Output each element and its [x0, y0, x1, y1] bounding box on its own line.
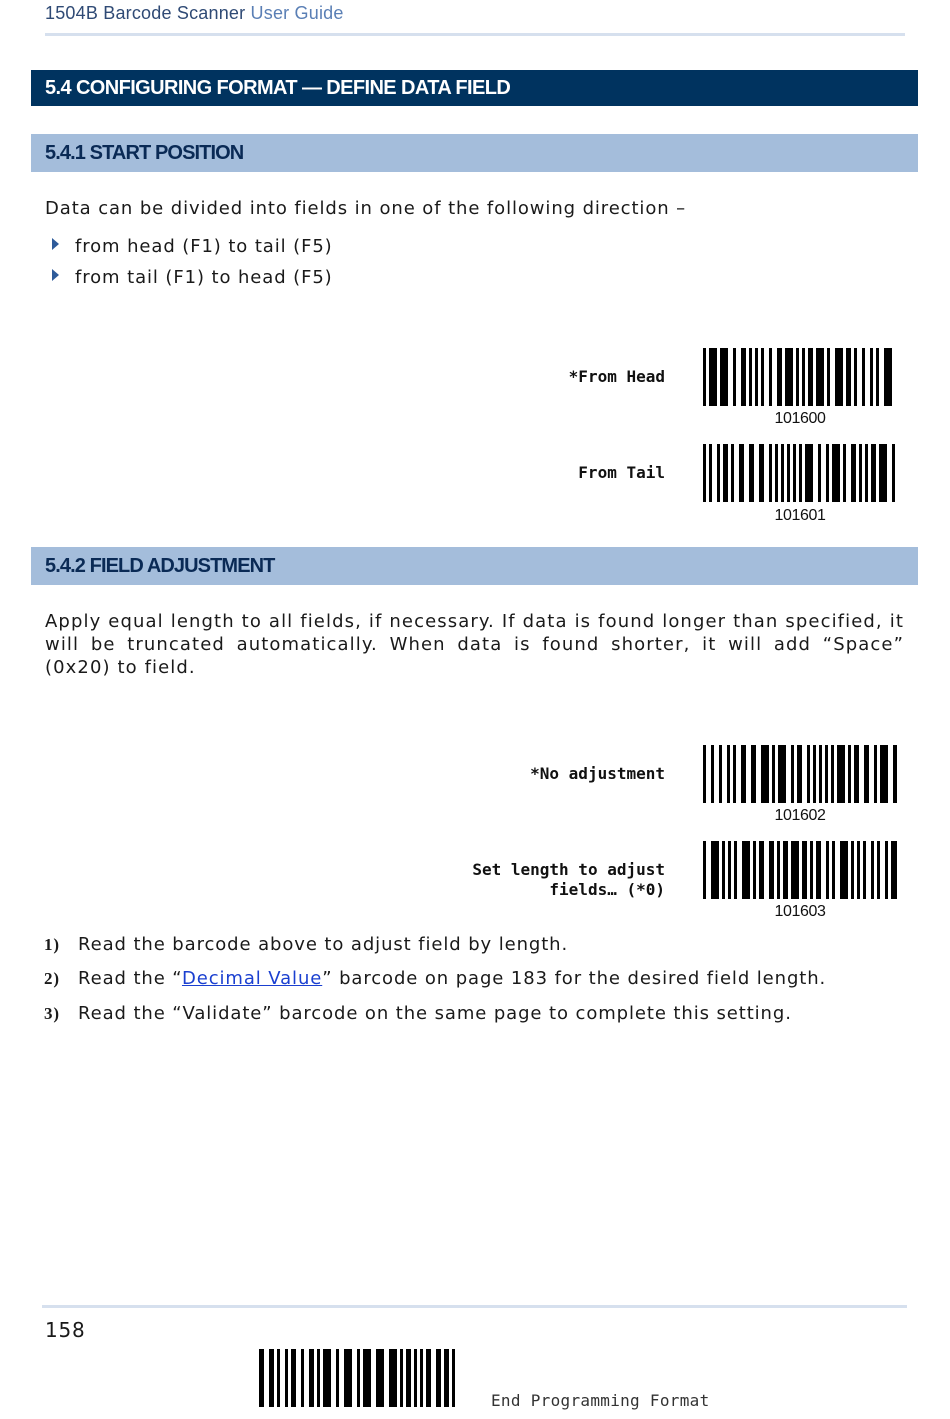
barcode-bar: [336, 1349, 339, 1407]
barcode-bar: [831, 745, 834, 803]
barcode-bar: [885, 841, 888, 899]
barcode-bar: [709, 348, 717, 406]
barcode-bar: [317, 1349, 320, 1407]
barcode-number: 101603: [774, 903, 826, 920]
barcode-bar: [717, 444, 720, 502]
barcode-bar: [810, 841, 813, 899]
barcode-bar: [783, 841, 788, 899]
barcode-bar: [871, 444, 876, 502]
step-text-pre: Read the “: [78, 968, 182, 989]
barcode-bar: [819, 745, 822, 803]
barcode-bar: [797, 745, 802, 803]
barcode-bar: [807, 745, 810, 803]
decimal-value-link[interactable]: Decimal Value: [181, 968, 323, 989]
barcode-bar: [865, 444, 868, 502]
barcode-bar: [793, 444, 796, 502]
barcode-bar: [703, 841, 706, 899]
barcode-bar: [400, 1349, 403, 1407]
barcode-bar: [772, 745, 775, 803]
barcode-bar: [751, 745, 756, 803]
barcode-bar: [816, 348, 824, 406]
barcode-bar: [728, 841, 731, 899]
barcode-bar: [862, 348, 865, 406]
barcode-bar: [742, 841, 750, 899]
step-text-post: ” barcode on page 183 for the desired field length.: [322, 968, 827, 989]
barcode-bar: [259, 1349, 264, 1407]
barcode-bar: [755, 348, 758, 406]
barcode-bar: [877, 841, 880, 899]
barcode-bar: [851, 841, 854, 899]
barcode-end-programming-format[interactable]: [259, 1349, 455, 1407]
barcode-bar: [892, 444, 895, 502]
barcode-bar: [727, 745, 730, 803]
page-number: 158: [45, 1318, 86, 1342]
barcode-bar: [802, 841, 807, 899]
barcode-bar: [778, 745, 786, 803]
barcode-bar: [389, 1349, 397, 1407]
barcode-bar: [277, 1349, 280, 1407]
step-number: 2): [44, 969, 60, 988]
footer-rule: [42, 1305, 907, 1308]
header-guide: User Guide: [250, 3, 344, 23]
barcode-bar: [406, 1349, 411, 1407]
barcode-bar: [808, 348, 813, 406]
step-item: [44, 933, 568, 956]
start-position-intro: Data can be divided into fields in one of the following direction –: [45, 198, 687, 219]
barcode-from-head[interactable]: [703, 348, 897, 406]
barcode-bar: [791, 841, 799, 899]
barcode-bar: [848, 745, 851, 803]
barcode-bar: [825, 745, 828, 803]
bullet-text: from head (F1) to tail (F5): [75, 236, 333, 257]
barcode-bar: [781, 444, 784, 502]
bullet-text: from tail (F1) to head (F5): [75, 267, 333, 288]
barcode-bar: [301, 1349, 304, 1407]
barcode-bar: [876, 348, 879, 406]
barcode-bar: [818, 444, 821, 502]
barcode-bar: [436, 1349, 441, 1407]
barcode-bar: [802, 348, 805, 406]
barcode-bar: [720, 348, 728, 406]
barcode-bar: [709, 444, 712, 502]
barcode-bar: [775, 444, 778, 502]
barcode-bar: [749, 444, 754, 502]
step-number: 1): [44, 935, 60, 954]
barcode-from-tail[interactable]: [703, 444, 897, 502]
barcode-bar: [344, 1349, 352, 1407]
barcode-bar: [759, 841, 764, 899]
end-programming-format-label: End Programming Format: [491, 1391, 710, 1410]
barcode-bar: [309, 1349, 314, 1407]
barcode-bar: [711, 745, 714, 803]
barcode-bar: [722, 841, 725, 899]
barcode-bar: [864, 745, 869, 803]
barcode-no-adjustment[interactable]: [703, 745, 897, 803]
barcode-bar: [787, 444, 790, 502]
barcode-bar: [846, 348, 851, 406]
barcode-bar: [863, 841, 866, 899]
barcode-bar: [741, 745, 746, 803]
barcode-bar: [711, 841, 719, 899]
barcode-bar: [832, 841, 835, 899]
barcode-bar: [827, 348, 830, 406]
step-text: Read the barcode above to adjust field by length.: [78, 934, 569, 955]
barcode-bar: [837, 745, 845, 803]
barcode-number: 101600: [774, 410, 826, 427]
bullet-triangle-icon: [52, 238, 59, 250]
barcode-bar: [285, 1349, 288, 1407]
field-adjustment-description: Apply equal length to all fields, if necessary. If data is found longer than specified, it will be truncated automatically. When data is found shorter, it will add “Space” (0x20) to field.: [45, 611, 904, 678]
barcode-bar: [796, 348, 799, 406]
barcode-bar: [733, 348, 736, 406]
barcode-bar: [357, 1349, 360, 1407]
barcode-bar: [857, 841, 860, 899]
barcode-bar: [749, 348, 752, 406]
barcode-bar: [761, 745, 769, 803]
subsection-title-field-adjustment: 5.4.2 FIELD ADJUSTMENT: [31, 547, 918, 585]
barcode-bar: [376, 1349, 384, 1407]
barcode-bar: [854, 745, 859, 803]
barcode-bar: [703, 348, 706, 406]
barcode-bar: [769, 348, 772, 406]
barcode-label-no-adjustment: *No adjustment: [530, 764, 665, 783]
barcode-bar: [761, 348, 764, 406]
barcode-bar: [759, 444, 764, 502]
step-text: Read the “Validate” barcode on the same page to complete this setting.: [78, 1003, 792, 1024]
barcode-bar: [870, 348, 873, 406]
barcode-bar: [452, 1349, 455, 1407]
barcode-bar: [703, 444, 706, 502]
barcode-bar: [799, 444, 802, 502]
barcode-bar: [733, 745, 736, 803]
barcode-label-line: Set length to adjust: [472, 860, 665, 879]
header-product: 1504B Barcode Scanner: [45, 3, 246, 23]
barcode-bar: [879, 444, 887, 502]
barcode-bar: [734, 841, 737, 899]
barcode-number: 101602: [774, 807, 826, 824]
barcode-label-set-length: [472, 860, 665, 900]
barcode-label-from-tail: From Tail: [578, 463, 665, 482]
barcode-bar: [854, 348, 857, 406]
barcode-bar: [769, 444, 772, 502]
barcode-bar: [731, 444, 734, 502]
barcode-bar: [777, 841, 780, 899]
bullet-item: [52, 266, 333, 289]
barcode-set-length[interactable]: [703, 841, 897, 899]
barcode-bar: [843, 444, 846, 502]
barcode-bar: [880, 745, 888, 803]
barcode-bar: [426, 1349, 431, 1407]
barcode-bar: [835, 348, 843, 406]
barcode-bar: [414, 1349, 417, 1407]
barcode-bar: [363, 1349, 371, 1407]
barcode-label-line: fields… (*0): [549, 880, 665, 899]
barcode-bar: [871, 841, 874, 899]
barcode-bar: [832, 444, 840, 502]
subsection-title-start-position: 5.4.1 START POSITION: [31, 134, 918, 172]
step-number: 3): [44, 1004, 60, 1023]
barcode-bar: [769, 841, 774, 899]
section-title: 5.4 CONFIGURING FORMAT — DEFINE DATA FIELD: [31, 70, 918, 106]
barcode-bar: [291, 1349, 296, 1407]
barcode-bar: [826, 444, 829, 502]
barcode-bar: [739, 444, 744, 502]
barcode-bar: [891, 841, 897, 899]
barcode-bar: [420, 1349, 423, 1407]
barcode-bar: [893, 745, 897, 803]
barcode-bar: [741, 348, 746, 406]
bullet-triangle-icon: [52, 269, 59, 281]
bullet-item: [52, 235, 333, 258]
barcode-bar: [444, 1349, 449, 1407]
barcode-bar: [777, 348, 782, 406]
barcode-bar: [753, 841, 756, 899]
barcode-bar: [859, 444, 862, 502]
barcode-bar: [851, 444, 856, 502]
barcode-bar: [791, 745, 794, 803]
barcode-label-from-head: *From Head: [568, 367, 665, 386]
barcode-bar: [785, 348, 793, 406]
barcode-bar: [874, 745, 877, 803]
barcode-bar: [323, 1349, 331, 1407]
barcode-bar: [805, 444, 813, 502]
barcode-bar: [816, 841, 821, 899]
running-header: [45, 3, 344, 24]
barcode-bar: [723, 444, 728, 502]
barcode-bar: [840, 841, 848, 899]
barcode-bar: [826, 841, 829, 899]
barcode-bar: [719, 745, 722, 803]
barcode-bar: [884, 348, 892, 406]
step-item: [44, 1002, 792, 1025]
barcode-bar: [269, 1349, 274, 1407]
barcode-bar: [813, 745, 816, 803]
barcode-number: 101601: [774, 507, 826, 524]
barcode-bar: [703, 745, 706, 803]
step-item: [44, 967, 826, 990]
